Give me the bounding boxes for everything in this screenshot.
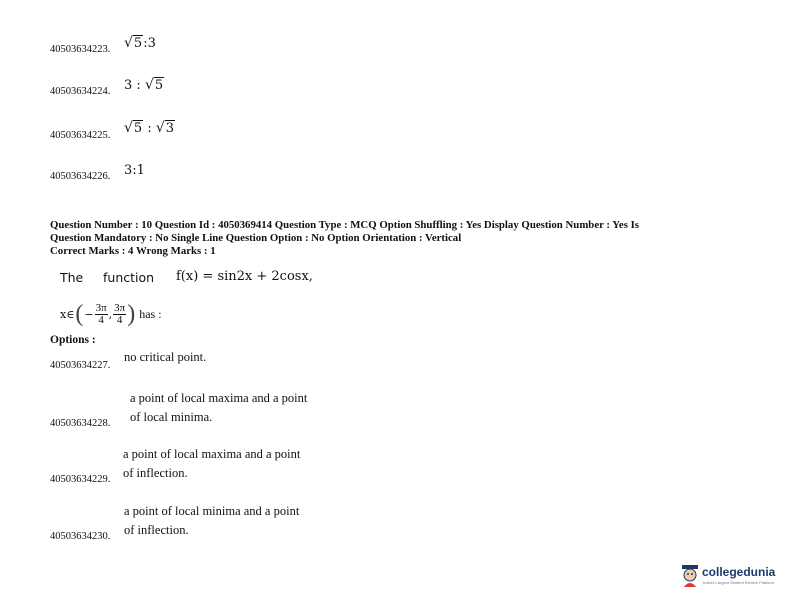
question-word-function: function xyxy=(103,270,155,285)
option-id: 40503634228. xyxy=(50,418,111,429)
option-id: 40503634226. xyxy=(50,171,111,182)
question-meta-line-2: Question Mandatory : No Single Line Question Option : No Option Orientation : Vertical xyxy=(50,232,462,244)
option-answer-line-1: a point of local minima and a point xyxy=(124,504,300,518)
option-answer-line-1: a point of local maxima and a point xyxy=(123,447,301,461)
question-meta-line-1: Question Number : 10 Question Id : 4050369414 Question Type : MCQ Option Shuffling : Yes Display Question Number : Yes Is xyxy=(50,219,639,231)
question-domain xyxy=(60,296,162,332)
option-answer: √5 : √3 xyxy=(124,120,175,136)
sqrt-symbol: √5 xyxy=(144,77,164,93)
question-word-the: The xyxy=(60,270,84,285)
domain-var: x∈ xyxy=(60,307,75,321)
fraction-lower: $\frac{3\pi}{4}$ xyxy=(95,301,107,326)
option-answer: 3:1 xyxy=(124,163,145,178)
question-function: f(x) = sin2x + 2cosx, xyxy=(176,269,313,284)
mascot-icon xyxy=(680,563,702,589)
option-id: 40503634225. xyxy=(50,130,111,141)
option-id: 40503634229. xyxy=(50,474,111,485)
logo-text: collegedunia xyxy=(702,565,776,579)
option-id: 40503634224. xyxy=(50,86,111,97)
option-answer: 3 : √5 xyxy=(124,77,164,93)
left-paren: ( xyxy=(75,300,84,327)
option-answer: no critical point. xyxy=(124,350,207,364)
minus-sign: − xyxy=(84,307,94,321)
option-answer-line-2: of local minima. xyxy=(130,410,213,424)
option-answer-line-2: of inflection. xyxy=(123,466,188,480)
question-meta-line-3: Correct Marks : 4 Wrong Marks : 1 xyxy=(50,245,216,257)
right-paren: ) xyxy=(127,300,136,327)
sqrt-symbol: √5 xyxy=(124,120,143,136)
options-label: Options : xyxy=(50,334,96,346)
option-id: 40503634227. xyxy=(50,360,111,371)
question-tail: has : xyxy=(139,306,162,321)
option-answer-line-2: of inflection. xyxy=(124,523,189,537)
collegedunia-logo xyxy=(680,563,780,591)
sqrt-symbol: √5 xyxy=(124,35,143,51)
fraction-upper: $\frac{3\pi}{4}$ xyxy=(114,301,126,326)
sqrt-symbol: √3 xyxy=(155,120,175,136)
option-id: 40503634223. xyxy=(50,44,111,55)
option-answer-line-1: a point of local maxima and a point xyxy=(130,391,308,405)
logo-tagline: India's Largest Student Review Platform xyxy=(703,580,775,585)
option-answer: √5:3 xyxy=(124,35,156,51)
comma: , xyxy=(108,307,113,321)
option-id: 40503634230. xyxy=(50,531,111,542)
